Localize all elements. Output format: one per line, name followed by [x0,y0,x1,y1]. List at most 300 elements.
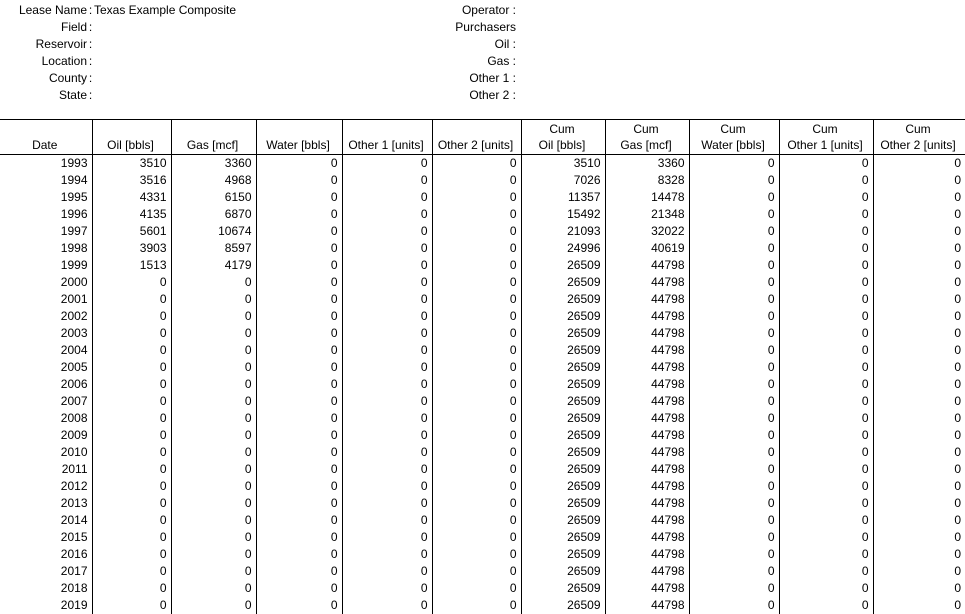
cell-cum-water: 0 [689,580,779,597]
cell-date: 2001 [0,291,92,308]
table-row [0,546,965,563]
column-header-cum-water [689,120,779,155]
cell-date: 2004 [0,342,92,359]
cell-water: 0 [256,325,342,342]
table-row [0,495,965,512]
cell-oil: 0 [92,291,171,308]
table-row [0,597,965,614]
cell-oil: 0 [92,546,171,563]
cell-oil: 0 [92,342,171,359]
cell-other1: 0 [342,189,432,206]
cell-other1: 0 [342,376,432,393]
column-header-gas [171,120,256,155]
cell-other2: 0 [432,359,521,376]
cell-other2: 0 [432,257,521,274]
cell-cum-other1: 0 [779,597,873,614]
column-header-label: Water [bbls] [257,137,340,153]
cell-cum-oil: 26509 [521,274,605,291]
cell-cum-water: 0 [689,325,779,342]
cell-other2: 0 [432,325,521,342]
cell-cum-oil: 26509 [521,495,605,512]
cell-cum-other1: 0 [779,291,873,308]
cell-cum-gas: 8328 [605,172,689,189]
cell-gas: 0 [171,597,256,614]
cell-water: 0 [256,274,342,291]
cell-date: 1993 [0,155,92,173]
column-header-label: Oil [bbls] [93,137,169,153]
cell-cum-water: 0 [689,308,779,325]
cell-oil: 4135 [92,206,171,223]
cell-cum-gas: 40619 [605,240,689,257]
cell-water: 0 [256,529,342,546]
cell-other1: 0 [342,325,432,342]
cell-cum-other2: 0 [873,155,965,173]
column-header-oil [92,120,171,155]
cell-date: 2017 [0,563,92,580]
column-header-top [343,121,430,137]
column-header-cum-gas [605,120,689,155]
cell-cum-gas: 44798 [605,291,689,308]
cell-date: 2012 [0,478,92,495]
table-row [0,274,965,291]
cell-cum-gas: 3360 [605,155,689,173]
cell-cum-water: 0 [689,342,779,359]
cell-cum-oil: 26509 [521,342,605,359]
cell-date: 2005 [0,359,92,376]
cell-cum-other2: 0 [873,597,965,614]
cell-date: 2009 [0,427,92,444]
lease-name-value: Texas Example Composite [94,2,236,19]
cell-cum-other1: 0 [779,529,873,546]
cell-cum-other1: 0 [779,274,873,291]
gas-purchaser-label: Gas : [400,53,516,70]
cell-cum-other1: 0 [779,359,873,376]
cell-water: 0 [256,359,342,376]
cell-other1: 0 [342,223,432,240]
cell-oil: 0 [92,376,171,393]
cell-cum-oil: 24996 [521,240,605,257]
cell-cum-other2: 0 [873,172,965,189]
cell-cum-oil: 26509 [521,393,605,410]
cell-cum-gas: 14478 [605,189,689,206]
cell-gas: 10674 [171,223,256,240]
cell-date: 2015 [0,529,92,546]
cell-water: 0 [256,427,342,444]
cell-cum-water: 0 [689,444,779,461]
operator-label: Operator : [400,2,516,19]
cell-cum-water: 0 [689,274,779,291]
cell-cum-other1: 0 [779,495,873,512]
cell-cum-other2: 0 [873,495,965,512]
cell-other2: 0 [432,206,521,223]
cell-gas: 3360 [171,155,256,173]
cell-cum-other2: 0 [873,427,965,444]
cell-cum-other2: 0 [873,325,965,342]
cell-oil: 0 [92,580,171,597]
cell-cum-oil: 15492 [521,206,605,223]
cell-cum-water: 0 [689,206,779,223]
cell-other2: 0 [432,308,521,325]
cell-oil: 0 [92,563,171,580]
column-header-top: Cum [606,121,687,137]
table-row [0,563,965,580]
cell-other1: 0 [342,427,432,444]
table-header-row [0,120,965,155]
cell-cum-water: 0 [689,495,779,512]
cell-other2: 0 [432,478,521,495]
cell-other1: 0 [342,291,432,308]
table-row [0,393,965,410]
cell-gas: 0 [171,410,256,427]
cell-oil: 0 [92,444,171,461]
cell-date: 2018 [0,580,92,597]
table-row [0,291,965,308]
cell-gas: 0 [171,512,256,529]
cell-water: 0 [256,206,342,223]
cell-water: 0 [256,410,342,427]
column-header-top: Cum [690,121,777,137]
cell-cum-water: 0 [689,240,779,257]
cell-cum-gas: 44798 [605,376,689,393]
cell-other2: 0 [432,495,521,512]
cell-oil: 0 [92,325,171,342]
cell-date: 1994 [0,172,92,189]
cell-cum-water: 0 [689,461,779,478]
cell-other2: 0 [432,410,521,427]
cell-cum-other1: 0 [779,155,873,173]
column-header-top [433,121,519,137]
cell-cum-gas: 21348 [605,206,689,223]
cell-gas: 0 [171,580,256,597]
cell-other2: 0 [432,529,521,546]
cell-other2: 0 [432,580,521,597]
cell-cum-water: 0 [689,223,779,240]
cell-other2: 0 [432,427,521,444]
cell-cum-other2: 0 [873,563,965,580]
cell-cum-gas: 44798 [605,325,689,342]
cell-cum-oil: 26509 [521,563,605,580]
cell-date: 1995 [0,189,92,206]
cell-date: 2016 [0,546,92,563]
cell-cum-water: 0 [689,189,779,206]
cell-other2: 0 [432,291,521,308]
table-row [0,172,965,189]
cell-other1: 0 [342,240,432,257]
cell-other1: 0 [342,478,432,495]
state-row: State : [0,87,236,104]
cell-oil: 5601 [92,223,171,240]
cell-cum-oil: 26509 [521,257,605,274]
cell-oil: 3510 [92,155,171,173]
cell-water: 0 [256,308,342,325]
cell-cum-oil: 26509 [521,597,605,614]
cell-water: 0 [256,189,342,206]
cell-water: 0 [256,597,342,614]
cell-other2: 0 [432,342,521,359]
county-label: County [0,70,87,87]
cell-oil: 4331 [92,189,171,206]
production-table [0,119,965,614]
cell-date: 2013 [0,495,92,512]
cell-other2: 0 [432,274,521,291]
cell-other2: 0 [432,155,521,173]
cell-cum-water: 0 [689,512,779,529]
cell-cum-other2: 0 [873,529,965,546]
cell-gas: 0 [171,444,256,461]
cell-other1: 0 [342,206,432,223]
cell-other1: 0 [342,512,432,529]
column-header-other1 [342,120,432,155]
cell-gas: 4968 [171,172,256,189]
table-row [0,342,965,359]
cell-other2: 0 [432,546,521,563]
cell-gas: 0 [171,342,256,359]
other2-purchaser-label: Other 2 : [400,87,516,104]
cell-cum-other1: 0 [779,325,873,342]
table-row [0,325,965,342]
cell-other1: 0 [342,461,432,478]
cell-cum-oil: 26509 [521,461,605,478]
column-header-label: Other 2 [units] [433,137,519,153]
cell-cum-gas: 44798 [605,393,689,410]
column-header-label: Gas [mcf] [172,137,254,153]
oil-purchaser-label: Oil : [400,36,516,53]
cell-cum-other1: 0 [779,444,873,461]
cell-cum-other2: 0 [873,461,965,478]
cell-water: 0 [256,512,342,529]
cell-other2: 0 [432,240,521,257]
cell-other1: 0 [342,342,432,359]
cell-water: 0 [256,240,342,257]
cell-other1: 0 [342,444,432,461]
cell-gas: 0 [171,478,256,495]
cell-cum-other2: 0 [873,393,965,410]
cell-cum-other1: 0 [779,240,873,257]
column-header-label: Water [bbls] [690,137,777,153]
cell-cum-gas: 44798 [605,427,689,444]
cell-gas: 0 [171,274,256,291]
cell-cum-other2: 0 [873,478,965,495]
cell-water: 0 [256,478,342,495]
cell-cum-other2: 0 [873,274,965,291]
cell-cum-water: 0 [689,257,779,274]
cell-oil: 1513 [92,257,171,274]
cell-other2: 0 [432,512,521,529]
cell-oil: 0 [92,274,171,291]
cell-water: 0 [256,563,342,580]
county-row: County : [0,70,236,87]
table-row [0,240,965,257]
column-header-label: Date [0,137,90,153]
column-header-label: Gas [mcf] [606,137,687,153]
cell-cum-gas: 44798 [605,495,689,512]
cell-date: 2008 [0,410,92,427]
cell-other2: 0 [432,189,521,206]
cell-cum-gas: 44798 [605,444,689,461]
cell-cum-other2: 0 [873,410,965,427]
cell-date: 2010 [0,444,92,461]
column-header-top [257,121,340,137]
cell-gas: 0 [171,308,256,325]
cell-date: 2002 [0,308,92,325]
cell-water: 0 [256,172,342,189]
cell-cum-oil: 26509 [521,444,605,461]
cell-cum-oil: 11357 [521,189,605,206]
table-row [0,155,965,173]
table-row [0,223,965,240]
cell-date: 2014 [0,512,92,529]
cell-cum-gas: 44798 [605,274,689,291]
cell-other1: 0 [342,172,432,189]
cell-cum-water: 0 [689,155,779,173]
cell-cum-water: 0 [689,359,779,376]
table-row [0,376,965,393]
cell-cum-other2: 0 [873,240,965,257]
table-row [0,580,965,597]
cell-cum-gas: 44798 [605,597,689,614]
cell-cum-oil: 26509 [521,376,605,393]
cell-cum-other1: 0 [779,393,873,410]
cell-cum-oil: 3510 [521,155,605,173]
cell-cum-other1: 0 [779,206,873,223]
cell-cum-oil: 26509 [521,410,605,427]
cell-oil: 0 [92,410,171,427]
table-row [0,444,965,461]
cell-cum-other2: 0 [873,580,965,597]
cell-water: 0 [256,495,342,512]
cell-gas: 8597 [171,240,256,257]
cell-cum-gas: 44798 [605,546,689,563]
table-row [0,257,965,274]
cell-gas: 0 [171,461,256,478]
cell-cum-water: 0 [689,563,779,580]
cell-oil: 0 [92,478,171,495]
cell-cum-other2: 0 [873,189,965,206]
cell-oil: 0 [92,359,171,376]
cell-date: 1997 [0,223,92,240]
cell-cum-water: 0 [689,393,779,410]
location-label: Location [0,53,87,70]
cell-cum-gas: 32022 [605,223,689,240]
cell-cum-oil: 26509 [521,359,605,376]
cell-cum-other1: 0 [779,563,873,580]
cell-water: 0 [256,393,342,410]
cell-date: 1999 [0,257,92,274]
cell-gas: 0 [171,495,256,512]
cell-cum-other2: 0 [873,342,965,359]
cell-cum-gas: 44798 [605,580,689,597]
cell-cum-water: 0 [689,376,779,393]
lease-info-right [400,2,516,104]
column-header-cum-other2 [873,120,965,155]
cell-cum-oil: 26509 [521,427,605,444]
cell-oil: 3903 [92,240,171,257]
cell-other1: 0 [342,257,432,274]
lease-info-left [0,2,236,104]
cell-cum-other1: 0 [779,223,873,240]
cell-cum-oil: 7026 [521,172,605,189]
cell-oil: 0 [92,393,171,410]
cell-water: 0 [256,444,342,461]
other1-purchaser-label: Other 1 : [400,70,516,87]
cell-other1: 0 [342,529,432,546]
cell-cum-oil: 26509 [521,546,605,563]
cell-water: 0 [256,546,342,563]
cell-cum-gas: 44798 [605,461,689,478]
cell-other1: 0 [342,393,432,410]
table-row [0,206,965,223]
cell-cum-other1: 0 [779,427,873,444]
cell-water: 0 [256,155,342,173]
cell-gas: 0 [171,546,256,563]
cell-other2: 0 [432,563,521,580]
cell-cum-other1: 0 [779,512,873,529]
cell-water: 0 [256,376,342,393]
cell-date: 2003 [0,325,92,342]
cell-other1: 0 [342,410,432,427]
cell-oil: 3516 [92,172,171,189]
cell-cum-water: 0 [689,291,779,308]
column-header-date [0,120,92,155]
cell-cum-other1: 0 [779,461,873,478]
cell-gas: 4179 [171,257,256,274]
state-label: State [0,87,87,104]
cell-date: 2011 [0,461,92,478]
cell-cum-water: 0 [689,597,779,614]
cell-gas: 0 [171,563,256,580]
cell-other2: 0 [432,172,521,189]
column-header-water [256,120,342,155]
cell-water: 0 [256,461,342,478]
cell-gas: 0 [171,376,256,393]
lease-name-row: Lease Name : Texas Example Composite [0,2,236,19]
column-header-cum-other1 [779,120,873,155]
cell-cum-other2: 0 [873,257,965,274]
cell-cum-water: 0 [689,529,779,546]
reservoir-label: Reservoir [0,36,87,53]
cell-cum-water: 0 [689,427,779,444]
column-header-top: Cum [780,121,871,137]
cell-cum-gas: 44798 [605,342,689,359]
cell-date: 1998 [0,240,92,257]
table-body [0,155,965,614]
cell-cum-water: 0 [689,410,779,427]
cell-cum-other1: 0 [779,189,873,206]
cell-oil: 0 [92,597,171,614]
cell-cum-other2: 0 [873,546,965,563]
cell-other2: 0 [432,597,521,614]
cell-other1: 0 [342,580,432,597]
cell-cum-oil: 26509 [521,325,605,342]
cell-cum-other1: 0 [779,410,873,427]
cell-gas: 0 [171,325,256,342]
cell-date: 2006 [0,376,92,393]
cell-cum-other1: 0 [779,580,873,597]
cell-date: 2007 [0,393,92,410]
cell-cum-oil: 26509 [521,308,605,325]
cell-gas: 0 [171,393,256,410]
cell-other1: 0 [342,155,432,173]
cell-water: 0 [256,223,342,240]
cell-other1: 0 [342,359,432,376]
cell-cum-gas: 44798 [605,410,689,427]
cell-oil: 0 [92,512,171,529]
table-row [0,359,965,376]
cell-cum-gas: 44798 [605,529,689,546]
column-header-other2 [432,120,521,155]
cell-gas: 0 [171,359,256,376]
column-header-top [93,121,169,137]
